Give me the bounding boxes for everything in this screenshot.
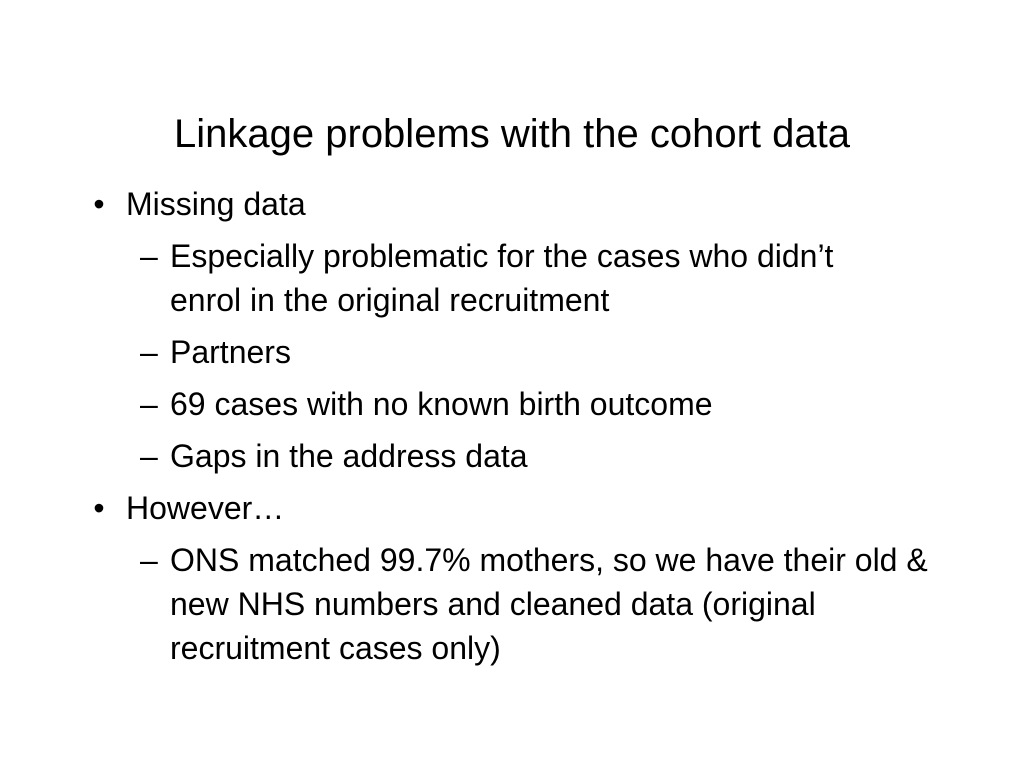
dash-marker: – xyxy=(140,542,158,578)
dash-marker: – xyxy=(140,438,158,474)
sub-bullet-item xyxy=(140,434,944,478)
sub-bullet-item xyxy=(140,538,944,670)
sub-bullet-item xyxy=(140,330,944,374)
sub-bullet-item xyxy=(140,382,944,426)
sub-bullet-text: Especially problematic for the cases who didn’t enrol in the original recruitment xyxy=(170,238,834,318)
bullet-marker: • xyxy=(93,186,105,222)
bullet-marker: • xyxy=(93,490,105,526)
bullet-item xyxy=(84,182,944,226)
bullet-text: However… xyxy=(126,490,285,526)
dash-marker: – xyxy=(140,238,158,274)
sub-bullet-text: ONS matched 99.7% mothers, so we have their old & new NHS numbers and cleaned data (original recruitment cases only) xyxy=(170,542,928,666)
sub-bullet-text: 69 cases with no known birth outcome xyxy=(170,386,713,422)
bullet-item xyxy=(84,486,944,530)
dash-marker: – xyxy=(140,334,158,370)
slide-title: Linkage problems with the cohort data xyxy=(174,112,850,156)
sub-bullet-text: Gaps in the address data xyxy=(170,438,528,474)
dash-marker: – xyxy=(140,386,158,422)
sub-bullet-item xyxy=(140,234,944,322)
sub-bullet-text: Partners xyxy=(170,334,291,370)
bullet-text: Missing data xyxy=(126,186,306,222)
slide-body xyxy=(84,182,944,678)
